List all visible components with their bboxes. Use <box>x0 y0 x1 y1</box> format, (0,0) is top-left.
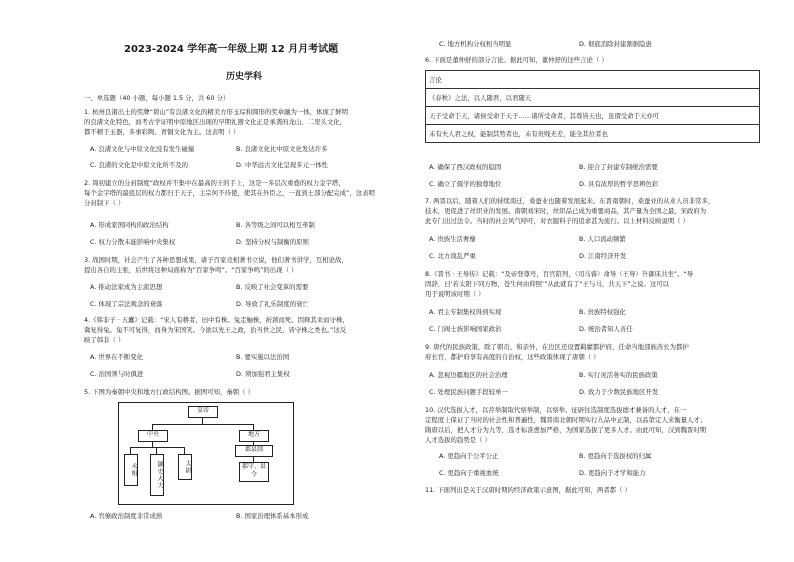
q9-line: 9. 唐代的民族政策，除了朝贡、和亲外，在边区还设置羁縻都护府，任命当地部族酋长为都护 <box>425 343 689 351</box>
q2-line: 2. 周初建立的分封制度“政权并不集中在最高的王的手上，这是一多层次重叠的权力金字塔， <box>84 179 345 187</box>
q2-option-c[interactable]: C. 权力分散未能影响中央集权 <box>90 238 176 246</box>
q1-line: 的良渚文化特色，而考古学证明中原地区出现的早期礼器文化正是承袭的龙山、二里头文化， <box>84 118 347 126</box>
q8-option-c[interactable]: C. 门阀士族影响国家政治 <box>429 325 502 333</box>
prefecture-system-box: 郡县制 <box>235 445 273 457</box>
q7-option-a[interactable]: A. 贵族生活奢靡 <box>429 235 476 243</box>
q1-line: 1. 杭州良渚出土的奖牌“碧山”有良渚文化的精美方形玉琮和圆形的奖章融为一体，体现了鲜明 <box>84 108 348 116</box>
connector-line <box>156 447 157 454</box>
q1-option-c[interactable]: C. 良渚的文化是中原文化所不及的 <box>90 161 188 169</box>
section-heading: 一、单选题（40 小题，每小题 1.5 分，共 60 分） <box>84 94 230 102</box>
connector-line <box>184 447 185 454</box>
table-row <box>426 71 760 89</box>
local-box: 地方 <box>239 430 269 442</box>
q3-option-a[interactable]: A. 推动法家成为主流思想 <box>90 283 163 291</box>
q1-option-b[interactable]: B. 良渚文化比中原文化发达许多 <box>236 145 328 153</box>
q10-option-c[interactable]: C. 更趋向于重视血统 <box>439 469 499 477</box>
q9-option-c[interactable]: C. 处理民族问题手段较单一 <box>429 388 508 396</box>
q3-option-b[interactable]: B. 反映了社会变革的需要 <box>236 283 309 291</box>
q6-option-b[interactable]: B. 迎合了封建专制统治需要 <box>579 163 658 171</box>
q5-option-d[interactable]: D. 彻底消除封建割据隐患 <box>579 40 652 48</box>
table-header-cell: 言论 <box>426 71 760 89</box>
q5-option-b[interactable]: B. 国家治理体系基本形成 <box>236 512 309 520</box>
q4-option-c[interactable]: C. 治国须与时俱进 <box>90 370 144 378</box>
q4-option-d[interactable]: D. 须加强君主集权 <box>236 370 290 378</box>
q1-line: 都不精于玉器，多事彩陶、青铜文化为主。这表明（ ） <box>84 128 240 136</box>
q3-option-d[interactable]: D. 导致了礼乐制度的衰亡 <box>236 300 309 308</box>
q3-option-c[interactable]: C. 体现了宗法观念的衰落 <box>90 300 163 308</box>
q8-option-d[interactable]: D. 统治者知人善任 <box>579 325 633 333</box>
q8-option-a[interactable]: A. 君主专制集权得到实现 <box>429 308 502 316</box>
q7-option-b[interactable]: B. 人口流动频繁 <box>579 235 626 243</box>
q5-option-c[interactable]: C. 地方机构分权相当明显 <box>439 40 512 48</box>
q8-line: 8.《晋书 · 王导传》记载：“及帝登尊号，百官陪列，（司马睿）命导（王导）升御床共坐”。“导 <box>425 270 694 278</box>
q4-line: 映了韩非（ ） <box>84 336 125 344</box>
q3-line: 3. 战国时期，社会产生了各种思想成果，诸子百家竞相著书立说，他们著书讲学，互相论战， <box>84 256 348 264</box>
table-cell: 天子受命于天，诸侯受命于天子……诸所受命者，其尊皆天也，虽谓受命于天亦可 <box>426 107 760 125</box>
central-box: 中央 <box>138 430 168 442</box>
censor-box: 御史大夫 <box>150 454 164 496</box>
table-row <box>426 89 760 107</box>
q7-line: 技术，更促进了丝织业的发展。南朝刘宋时，丝织品已成为重要商品，其产量为全国之最，宋政府为 <box>425 207 707 215</box>
connector-line <box>202 417 203 424</box>
q8-option-b[interactable]: B. 贵族特权强化 <box>579 308 626 316</box>
emperor-box: 皇帝 <box>188 406 218 418</box>
exam-title: 2023-2024 学年高一年级上期 12 月月考试题 <box>124 44 339 55</box>
q11-line: 11. 下面列出是关于汉唐时期的经济政策示意图，据此可知，两者都（ ） <box>425 486 631 494</box>
governor-box: 郡守、县令 <box>239 462 269 482</box>
table-cell: 未有夫人君之权，能制其势者也，未有贵贱无差，能全其位者也 <box>426 125 760 143</box>
q2-option-d[interactable]: D. 坚持分权与制衡的原则 <box>236 238 309 246</box>
q2-option-a[interactable]: A. 形成家国同构的政治结构 <box>90 221 169 229</box>
q2-line: 每个金字塔的最底层的权力都归于天子，主宗何不待使，使其在外臣之，一直到士部分配完成”，这表明 <box>84 189 375 197</box>
q1-option-d[interactable]: D. 中华远古文化呈现多元一体性 <box>236 161 329 169</box>
q1-option-a[interactable]: A. 良渚文化与中原文化没有发生碰撞 <box>90 145 195 153</box>
q4-option-a[interactable]: A. 世界在不断变化 <box>90 353 144 361</box>
q7-line: 此专门出过法令。当时的社会风气呼吁，对衣服料子的追求甚为流行。以上材料反映说明（ ） <box>425 217 690 225</box>
q9-option-b[interactable]: B. 实行灵活务实的民族政策 <box>579 371 658 379</box>
q7-option-d[interactable]: D. 江南经济开发 <box>579 252 627 260</box>
q6-line: 6. 下面是董仲舒的部分言论。据此可知，董仲舒的这些言论（ ） <box>425 56 608 64</box>
table-row <box>426 125 760 143</box>
q6-option-a[interactable]: A. 确保了西汉政权的稳固 <box>429 163 502 171</box>
q10-option-a[interactable]: A. 更趋向于公平公正 <box>439 452 499 460</box>
q4-line: 4.《韩非子 · 五蠹》记载：“宋人有耕者，田中有株。兔走触株，折颈而死。因释其耒而守株， <box>84 316 349 324</box>
q8-line: 用于说明该时期（ ） <box>425 290 485 298</box>
q10-line: 10. 汉代选拔人才，以荐举制取代察举制，以察举、征辟往选制度选拔德才兼备的人才，在一 <box>425 406 687 414</box>
q4-line: 冀复得兔。兔不可复得，而身为宋国笑。今欲以先王之政，治当世之民，皆守株之类也。”这反 <box>84 326 347 334</box>
quote-table <box>425 70 760 143</box>
q6-option-d[interactable]: D. 具有浓厚的哲学思辨色彩 <box>579 180 659 188</box>
q5-option-a[interactable]: A. 官僚政治制度非常成熟 <box>90 512 163 520</box>
q10-line: 隋唐以后，把人才分为九等，选才标准愈加严格，为国家选拔了更多人才。由此可知，汉到魏晋时期 <box>425 426 707 434</box>
connector-line <box>130 447 184 448</box>
q10-line: 人才选拔的趋势是（ ） <box>425 436 491 444</box>
q6-option-c[interactable]: C. 确立了儒学的独尊地位 <box>429 180 502 188</box>
q9-option-a[interactable]: A. 忽视边疆地区的社会治理 <box>429 371 508 379</box>
q9-option-d[interactable]: D. 致力于少数民族地区开发 <box>579 388 659 396</box>
table-cell: 《春秋》之法，以人随君，以君随天 <box>426 89 760 107</box>
q10-option-b[interactable]: B. 更趋向于选拔权的归属 <box>579 452 652 460</box>
q10-option-d[interactable]: D. 更趋向于才学和能力 <box>579 469 646 477</box>
chancellor-box: 丞相 <box>124 454 138 486</box>
q2-line: 分封制下（ ） <box>84 199 125 207</box>
q2-option-b[interactable]: B. 各等级之间可以相互牵制 <box>236 221 315 229</box>
connector-line <box>130 447 131 454</box>
q8-line: 固辞，曰‘若太阳下同万物，苍生何由仰照’”从此就有了“王与马，共天下”之说。这可以 <box>425 280 670 288</box>
q5-line: 5. 下图为秦朝中央和地方行政结构图。据图可知，秦朝（ ） <box>84 388 254 396</box>
q3-line: 提出各自的主张，后世将这种局面称为“百家争鸣”。“百家争鸣”的出现（ ） <box>84 266 298 274</box>
marshal-box: 太尉 <box>178 454 192 480</box>
q4-option-b[interactable]: B. 要实施以法治国 <box>236 353 290 361</box>
subject-title: 历史学科 <box>226 72 263 82</box>
q9-line: 府长官，都护府享有高度的自治权，这些政策体现了唐朝（ ） <box>425 353 600 361</box>
connector-line <box>152 424 253 425</box>
q10-line: 定程度上保证了当时的社会性和普遍性，魏晋南北朝时期实行九品中正制，以品第定人来衡量人才； <box>425 416 707 424</box>
q7-line: 7. 两晋以后，随着人们的持续南迁，桑蚕业也随着发展起来。东晋南朝时，桑蚕业的从业人员非常多， <box>425 197 715 205</box>
table-row <box>426 107 760 125</box>
q7-option-c[interactable]: C. 北方战乱严重 <box>429 252 476 260</box>
